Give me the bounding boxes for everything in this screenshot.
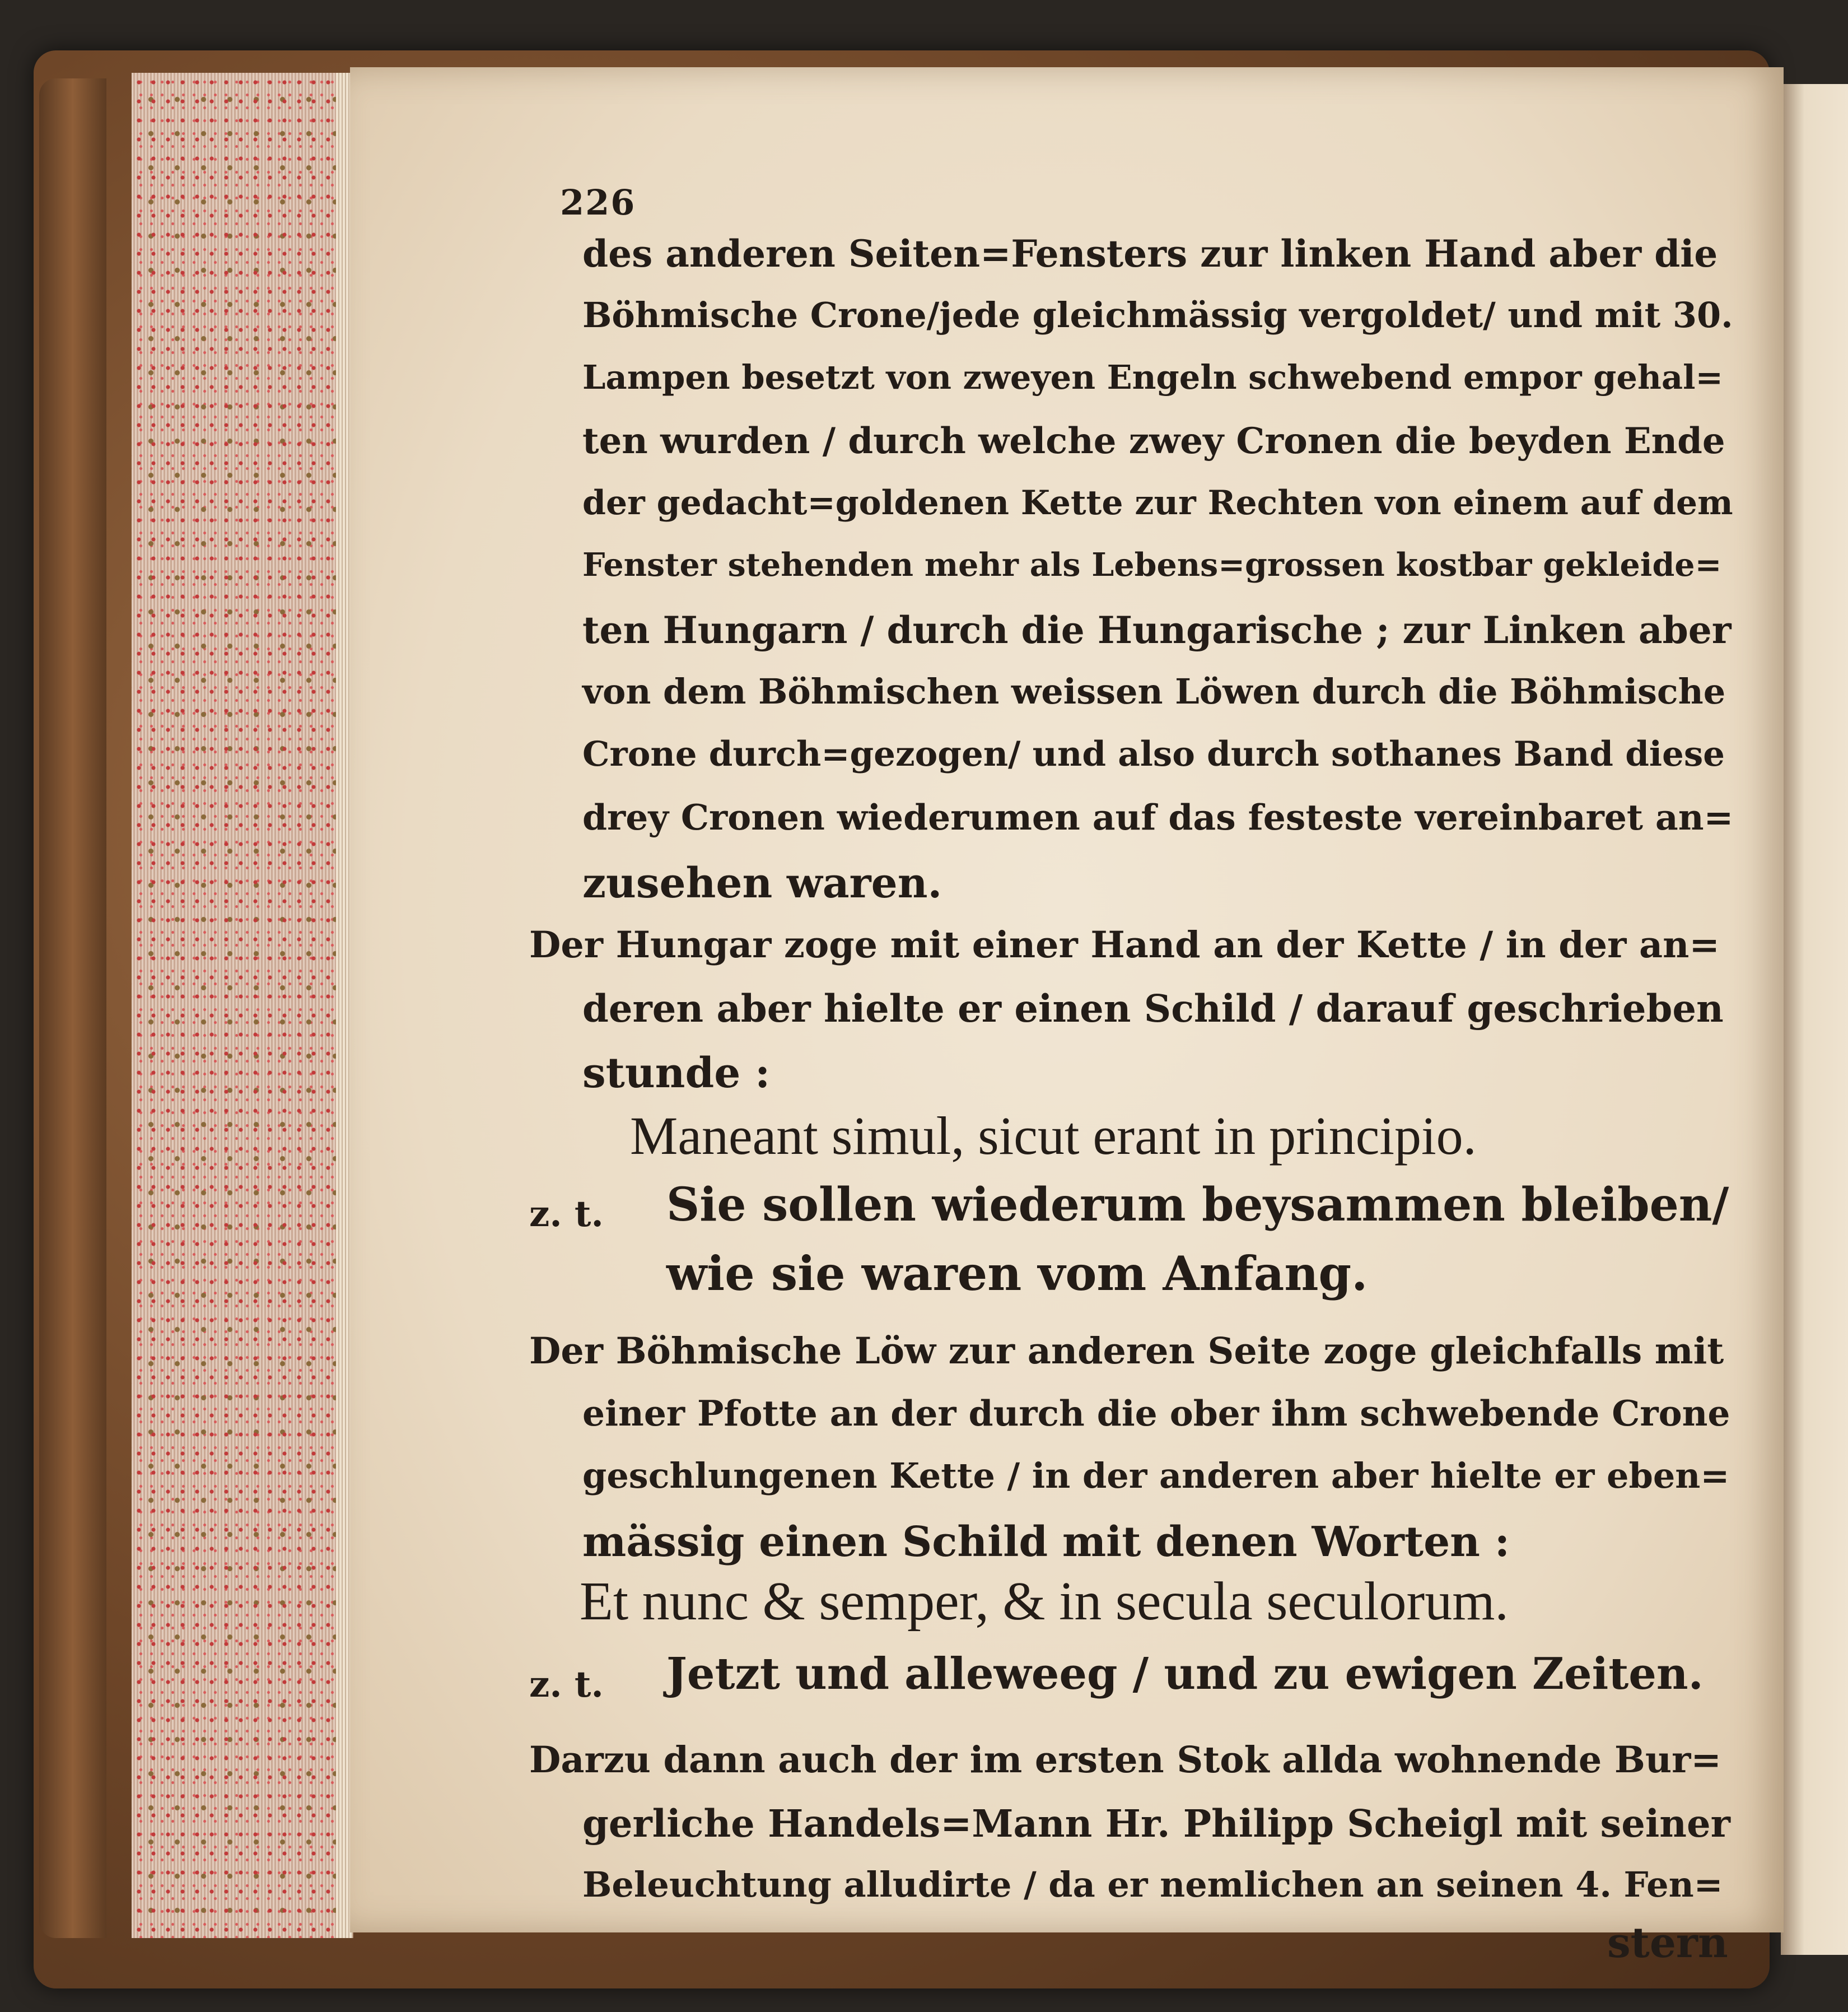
text-line: Darzu dann auch der im ersten Stok allda wohnende Bur= [529, 1739, 1721, 1781]
catchword: stern [1607, 1919, 1728, 1967]
text-line: Der Böhmische Löw zur anderen Seite zoge gleichfalls mit [529, 1330, 1724, 1372]
translation-line: wie sie waren vom Anfang. [666, 1246, 1368, 1301]
text-line: Crone durch=gezogen/ und also durch sothanes Band diese [582, 734, 1725, 774]
text-line: Fenster stehenden mehr als Lebens=grossen kostbar gekleide= [582, 546, 1722, 584]
text-line: geschlungenen Kette / in der anderen aber hielte er eben= [582, 1455, 1730, 1496]
text-line: Beleuchtung alludirte / da er nemlichen an seinen 4. Fen= [582, 1864, 1723, 1905]
facing-page-edge [1781, 84, 1848, 1955]
text-line: drey Cronen wiederumen auf das festeste vereinbaret an= [582, 797, 1734, 838]
text-line: zusehen waren. [582, 859, 942, 907]
translation-marker: z. t. [529, 1193, 604, 1235]
page-number: 226 [560, 182, 636, 223]
latin-quote: Maneant simul, sicut erant in principio. [630, 1106, 1477, 1166]
text-line: mässig einen Schild mit denen Worten : [582, 1518, 1510, 1566]
page-text [350, 67, 1784, 1967]
latin-quote: Et nunc & semper, & in secula seculorum. [580, 1571, 1509, 1632]
text-line: stunde : [582, 1049, 771, 1097]
text-line: von dem Böhmischen weissen Löwen durch die Böhmische [582, 671, 1726, 712]
text-line: Der Hungar zoge mit einer Hand an der Kette / in der an= [529, 924, 1720, 966]
translation-marker: z. t. [529, 1664, 604, 1706]
book-spine [39, 78, 106, 1938]
text-line: Lampen besetzt von zweyen Engeln schwebend empor gehal= [582, 358, 1723, 397]
text-line: einer Pfotte an der durch die ober ihm schwebende Crone [582, 1392, 1730, 1434]
page-block-edge [132, 73, 353, 1938]
translation-line: Jetzt und alleweeg / und zu ewigen Zeiten. [666, 1648, 1704, 1699]
translation-line: Sie sollen wiederum beysammen bleiben/ [666, 1178, 1729, 1232]
text-line: Böhmische Crone/jede gleichmässig vergoldet/ und mit 30. [582, 295, 1733, 336]
text-line: ten wurden / durch welche zwey Cronen die beyden Ende [582, 420, 1725, 462]
text-line: des anderen Seiten=Fensters zur linken Hand aber die [582, 232, 1718, 276]
book-page [350, 67, 1784, 1967]
text-line: gerliche Handels=Mann Hr. Philipp Scheigl mit seiner [582, 1801, 1730, 1846]
text-line: ten Hungarn / durch die Hungarische ; zur Linken aber [582, 608, 1732, 652]
text-line: der gedacht=goldenen Kette zur Rechten von einem auf dem [582, 483, 1733, 523]
text-line: deren aber hielte er einen Schild / darauf geschrieben [582, 986, 1724, 1031]
